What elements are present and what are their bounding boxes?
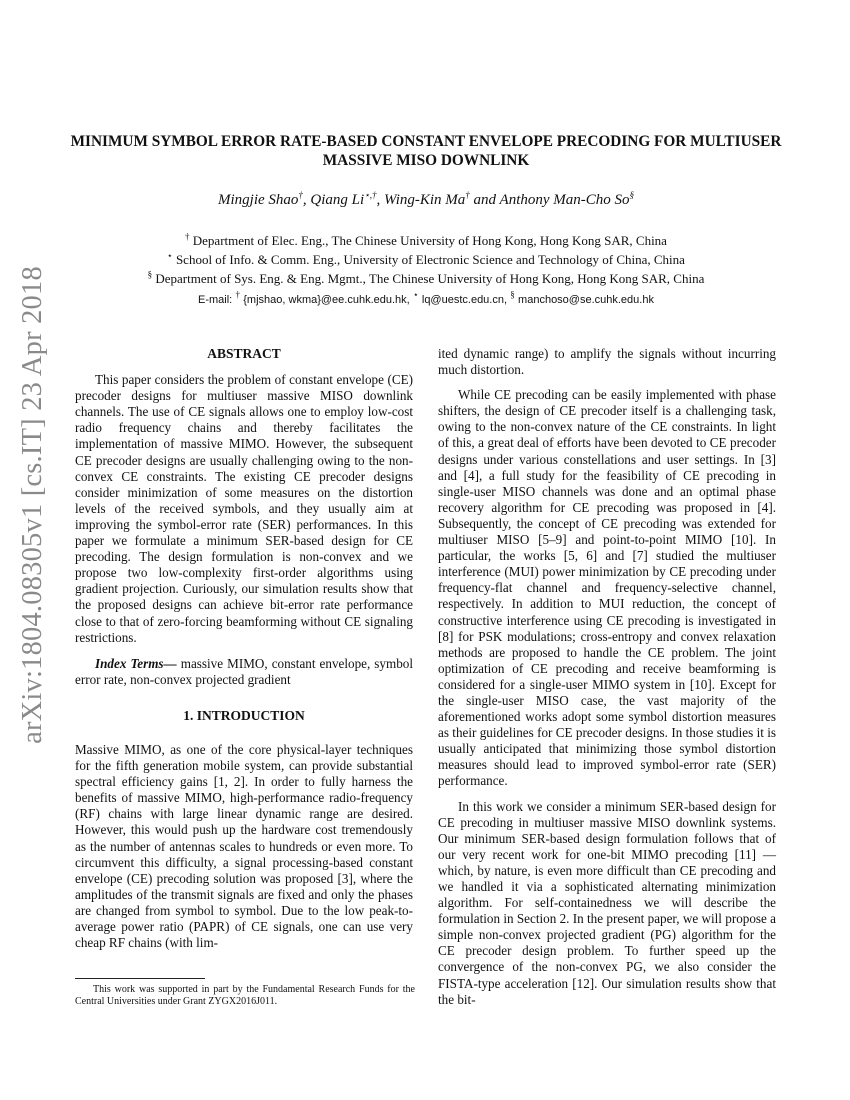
section-heading-introduction: 1. INTRODUCTION (183, 707, 305, 723)
index-terms-label: Index Terms— (95, 655, 177, 671)
email-line (70, 291, 782, 307)
email-mark: § (510, 289, 515, 300)
affiliation-text: Department of Sys. Eng. & Eng. Mgmt., The Chinese University of Hong Kong, Hong Kong SAR, China (155, 271, 705, 286)
author-name: Qiang Li (310, 192, 365, 208)
email-address: lq@uestc.edu.cn, (421, 294, 508, 306)
arxiv-stamp (4, 266, 62, 744)
affiliation-mark: § (147, 269, 153, 280)
author-name: Wing-Kin Ma (384, 192, 466, 208)
author-mark: § (629, 190, 635, 200)
affiliation-text: Department of Elec. Eng., The Chinese University of Hong Kong, Hong Kong SAR, China (192, 233, 667, 248)
arxiv-stamp-text: arXiv:1804.08305v1 [cs.IT] 23 Apr 2018 (17, 266, 48, 744)
affiliation-mark: ⋆ (167, 250, 173, 261)
intro-paragraph-2: While CE precoding can be easily implemented with phase shifters, the design of CE precoder itself is a challenging task, owing to the non-convex nature of the CE constraints. In light of this, a great deal of efforts have been devoted to CE precoder designs under various constellations and user settings. In [3] and [4], a full study for the feasibility of CE precoding in single-user MISO channels was done and an optimal phase recovery algorithm for CE precoding was proposed in [4]. Subsequently, the concept of CE precoding was extended for multiuser MISO [5–9] and point-to-point MIMO [10]. In particular, the works [5, 6] and [7] studied the multiuser interference (MUI) power minimization by CE precoding under frequency-flat channel and frequency-selective channel, respectively. In addition to MUI reduction, the concept of constructive interference using CE precoding is investigated in [8] for PSK modulations; cross-entropy and convex relaxation methods are proposed to handle the CE problem. The joint optimization of CE precoding and receive beamforming is considered for a single-user MIMO system in [10]. Except for the single-user MISO case, the vast majority of the aforementioned works adopt some symbol distortion measures as their guidelines for CE precoder designs. In those studies it is usually anticipated that minimizing those symbol distortion measures should lead to improved symbol-error rate (SER) performance. (438, 387, 776, 789)
footnote: This work was supported in part by the Fundamental Research Funds for the Central Universities under Grant ZYGX2016J011. (75, 984, 415, 1007)
author-conjunction: and (473, 192, 497, 208)
email-address: manchoso@se.cuhk.edu.hk (518, 294, 654, 306)
abstract-heading: ABSTRACT (207, 346, 281, 361)
affiliation (70, 233, 782, 249)
author-name: Anthony Man-Cho So (499, 192, 630, 208)
affiliation (70, 271, 782, 287)
index-terms-text: massive MIMO, constant envelope, symbol error rate, non-convex projected gradient (75, 655, 413, 687)
email-label: E-mail: (198, 294, 233, 306)
email-mark: † (235, 289, 240, 300)
email-address: {mjshao, wkma}@ee.cuhk.edu.hk, (243, 294, 410, 306)
affiliation-text: School of Info. & Comm. Eng., University of Electronic Science and Technology of China, China (175, 252, 685, 267)
abstract-body: This paper considers the problem of constant envelope (CE) precoder designs for multiuser massive MISO downlink channels. The use of CE signals allows one to employ low-cost radio frequency chains and thereby facilitates the implementation of massive MIMO. However, the subsequent CE precoder designs are usually challenging owing to the non-convex CE constraints. The existing CE precoder designs consider minimization of some measures on the distortion levels of the received symbols, and they usually aim at improving the symbol-error rate (SER) performances. In this paper we formulate a minimum SER-based design for CE precoding. The design formulation is non-convex and we propose two low-complexity first-order algorithms using gradient projection. Curiously, our simulation results show that the proposed designs can achieve bit-error rate performance close to that of zero-forcing beamforming without CE signaling restrictions. (75, 372, 413, 645)
intro-paragraph-1: Massive MIMO, as one of the core physical-layer techniques for the fifth generation mobile system, can provide substantial spectral efficiency gains [1, 2]. In order to fully harness the benefits of massive MIMO, high-performance radio-frequency (RF) chains with large linear dynamic range are desired. However, this would push up the hardware cost tremendously as the number of antennas scales to hundreds or even more. To circumvent this difficulty, a signal processing-based constant envelope (CE) precoding solution was proposed [3], where the amplitudes of the transmit signals are fixed and only the phases are changed from symbol to symbol. Due to the low peak-to-average power ratio (PAPR) of CE signals, one can use very cheap RF chains (with lim- (75, 741, 413, 951)
index-terms (75, 656, 413, 688)
author-mark: ⋆,† (364, 190, 377, 200)
author-mark: † (298, 190, 303, 200)
intro-paragraph-3: In this work we consider a minimum SER-based design for CE precoding in multiuser massive MISO downlink systems. Our minimum SER-based design formulation follows that of our very recent work for one-bit MIMO precoding [11] — which, by nature, is even more difficult than CE precoding and we handled it via a sophisticated alternating minimization algorithm. For self-containedness we will describe the formulation in Section 2. In the present paper, we will propose a simple non-convex projected gradient (PG) algorithm for the CE precoder design problem. To further speed up the convergence of the non-convex PG, we also consider the FISTA-type acceleration [12]. Our simulation results show that the bit- (438, 798, 776, 1007)
paper-title: MINIMUM SYMBOL ERROR RATE-BASED CONSTANT ENVELOPE PRECODING FOR MULTIUSER MASSIVE MISO DOWNLINK (70, 133, 782, 169)
author-name: Mingjie Shao (217, 192, 299, 208)
intro-paragraph-1-continued: ited dynamic range) to amplify the signals without incurring much distortion. (438, 346, 776, 378)
footnote-rule (75, 978, 205, 979)
author-list: Mingjie Shao†, Qiang Li⋆,†, Wing-Kin Ma† and Anthony Man-Cho So§ (217, 190, 635, 208)
email-mark: ⋆ (412, 289, 419, 300)
left-column (75, 346, 413, 951)
affiliation-mark: † (185, 231, 190, 242)
author-mark: † (465, 190, 470, 200)
affiliation (70, 252, 782, 268)
right-column (438, 346, 776, 1008)
